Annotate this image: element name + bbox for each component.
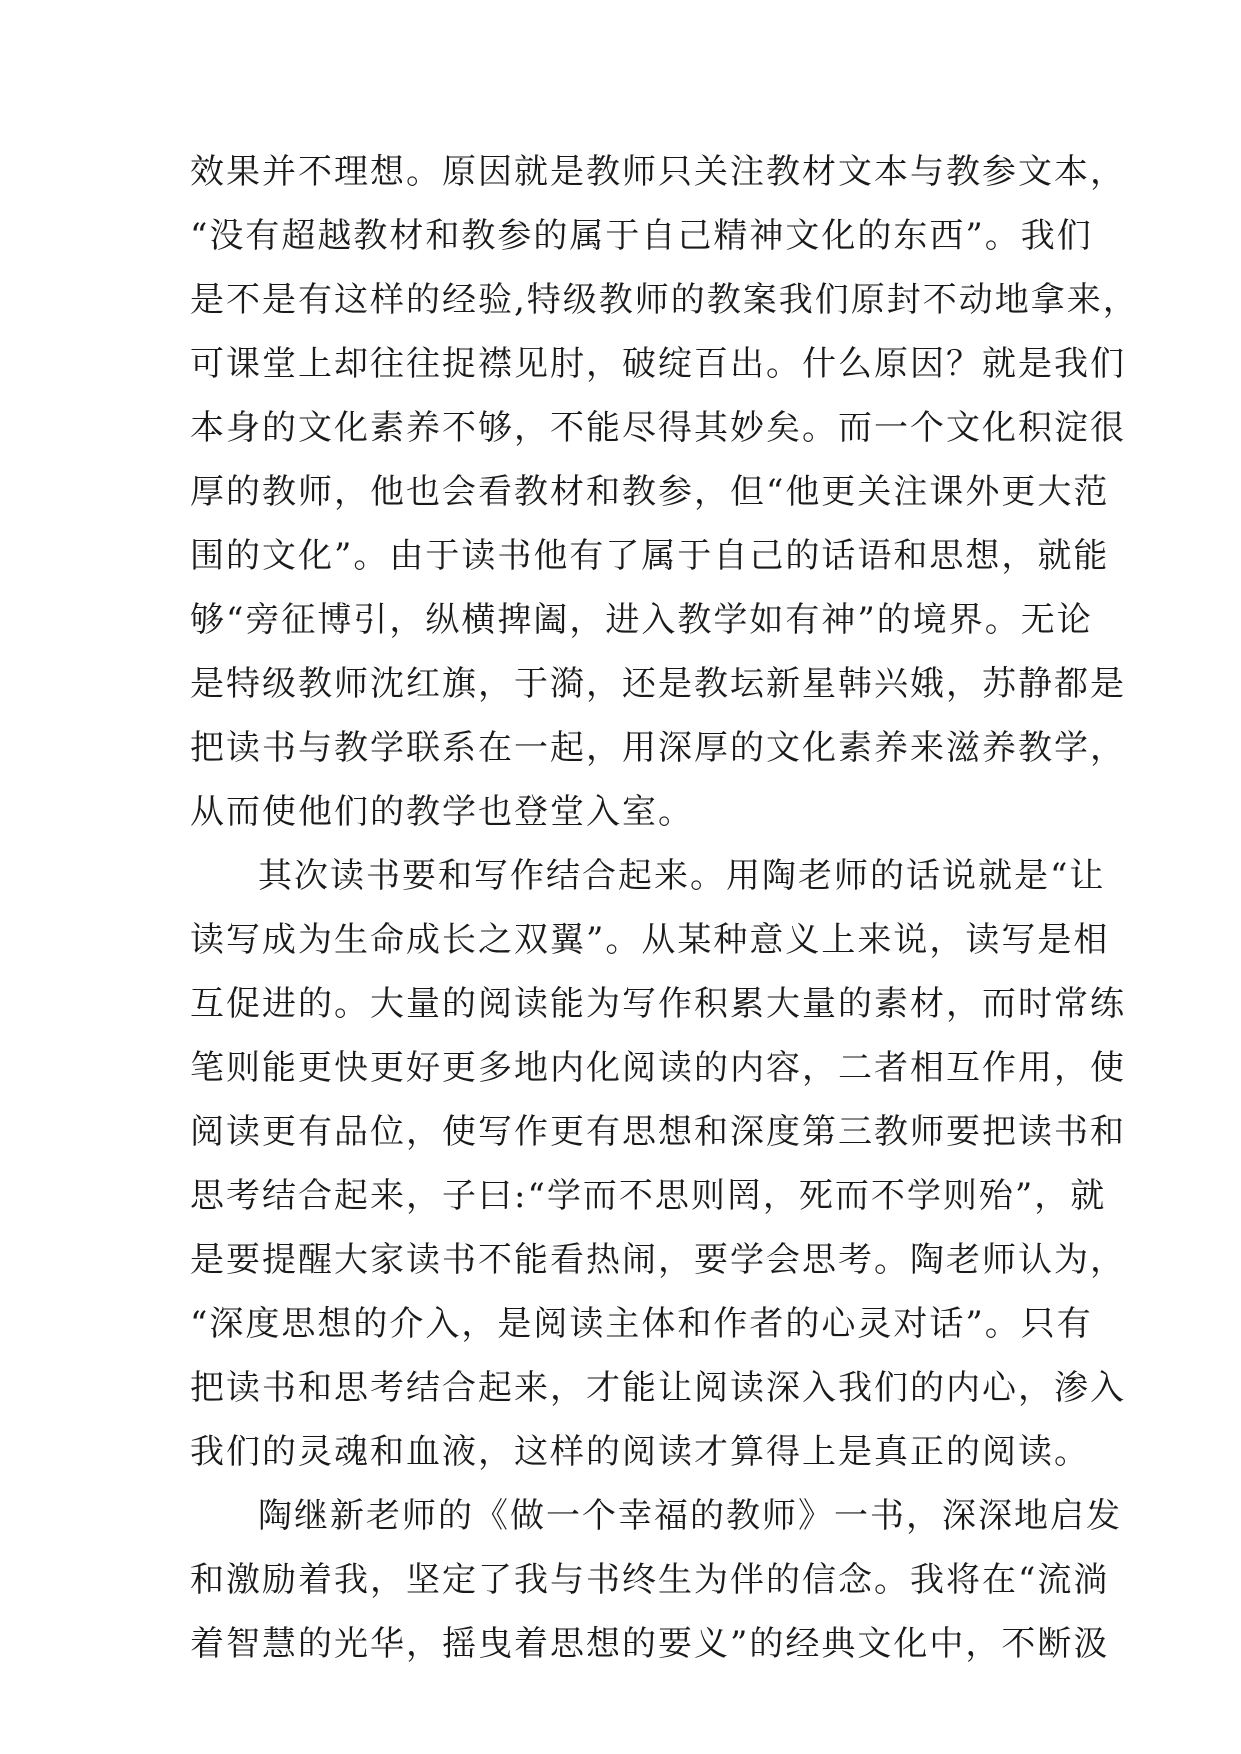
text-line: 厚的教师，他也会看教材和教参，但“他更关注课外更大范 [190, 472, 1110, 512]
text-line: 思考结合起来，子曰:“学而不思则罔，死而不学则殆”，就 [190, 1176, 1107, 1216]
text-line: 把读书和思考结合起来，才能让阅读深入我们的内心，渗入 [190, 1368, 1126, 1408]
text-line: 效果并不理想。原因就是教师只关注教材文本与教参文本， [190, 152, 1126, 192]
text-line: “没有超越教材和教参的属于自己精神文化的东西”。我们 [190, 216, 1093, 256]
text-line: 互促进的。大量的阅读能为写作积累大量的素材，而时常练 [190, 984, 1126, 1024]
text-line: 读写成为生命成长之双翼”。从某种意义上来说，读写是相 [190, 920, 1110, 960]
document-body [190, 140, 1139, 1676]
text-line: 从而使他们的教学也登堂入室。 [190, 792, 694, 832]
text-line: 本身的文化素养不够，不能尽得其妙矣。而一个文化积淀很 [190, 408, 1126, 448]
paragraph-start-line: 陶继新老师的《做一个幸福的教师》一书，深深地启发 [258, 1496, 1122, 1536]
text-line: 是要提醒大家读书不能看热闹，要学会思考。陶老师认为， [190, 1240, 1126, 1280]
text-line: 够“旁征博引，纵横捭阖，进入教学如有神”的境界。无论 [190, 600, 1093, 640]
paragraph-start-line: 其次读书要和写作结合起来。用陶老师的话说就是“让 [258, 856, 1106, 896]
text-line: 把读书与教学联系在一起，用深厚的文化素养来滋养教学， [190, 728, 1126, 768]
text-line: 围的文化”。由于读书他有了属于自己的话语和思想，就能 [190, 536, 1110, 576]
text-line: “深度思想的介入，是阅读主体和作者的心灵对话”。只有 [190, 1304, 1093, 1344]
text-line: 可课堂上却往往捉襟见肘，破绽百出。什么原因？就是我们 [190, 344, 1126, 384]
text-line: 我们的灵魂和血液，这样的阅读才算得上是真正的阅读。 [190, 1432, 1090, 1472]
text-line: 是特级教师沈红旗，于漪，还是教坛新星韩兴娥，苏静都是 [190, 664, 1126, 704]
text-line: 着智慧的光华，摇曳着思想的要义”的经典文化中，不断汲 [190, 1624, 1110, 1664]
text-line: 和激励着我，坚定了我与书终生为伴的信念。我将在“流淌 [190, 1560, 1110, 1600]
text-line: 笔则能更快更好更多地内化阅读的内容，二者相互作用，使 [190, 1048, 1126, 1088]
text-line: 阅读更有品位，使写作更有思想和深度第三教师要把读书和 [190, 1112, 1126, 1152]
text-line: 是不是有这样的经验,特级教师的教案我们原封不动地拿来， [190, 280, 1139, 320]
